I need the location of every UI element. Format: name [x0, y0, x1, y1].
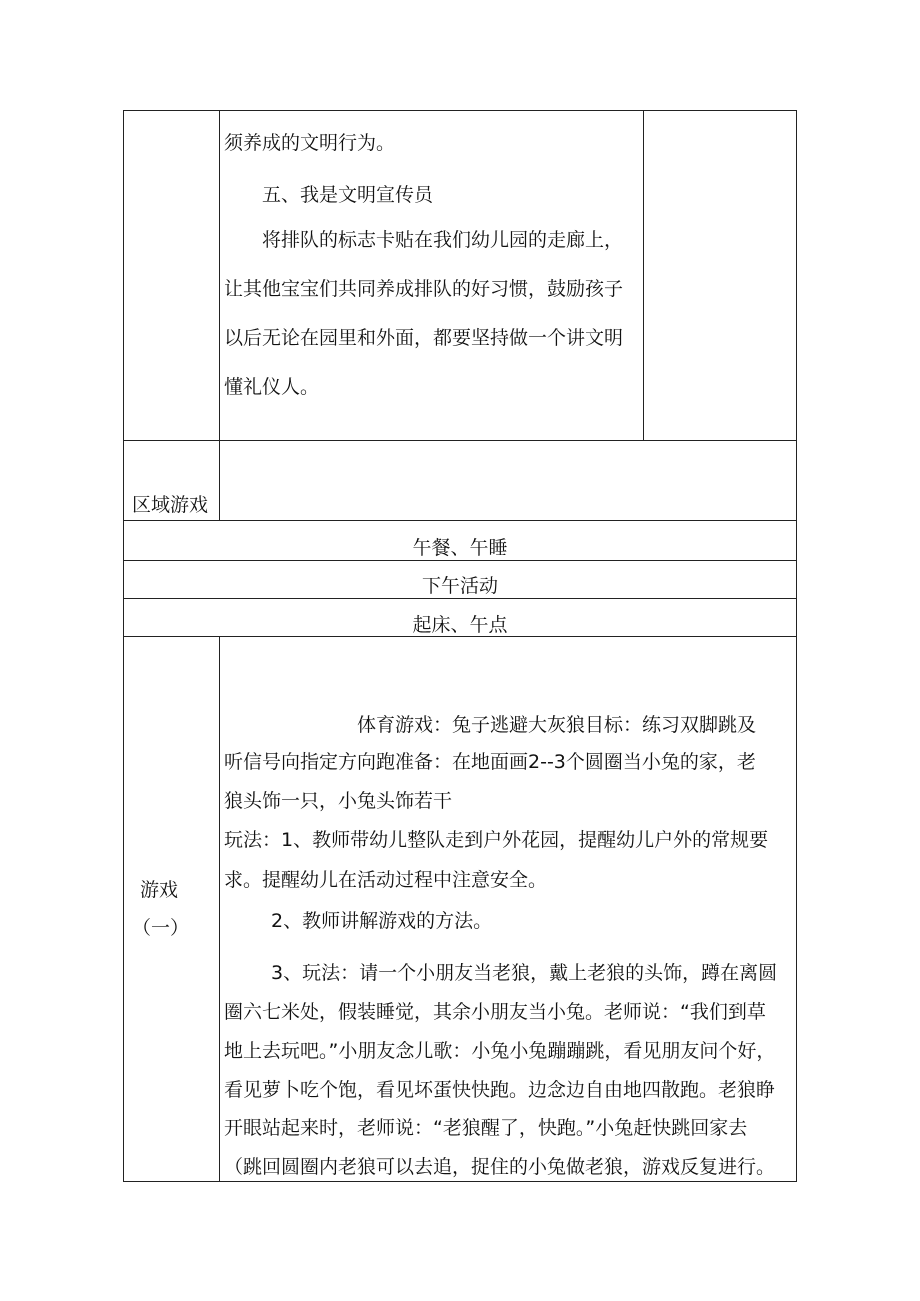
content-line: 以后无论在园里和外面，都要坚持做一个讲文明 — [224, 327, 624, 349]
table-border-right — [796, 110, 797, 1182]
content-line: 让其他宝宝们共同养成排队的好习惯，鼓励孩子 — [224, 278, 624, 300]
area-game-label: 区域游戏 — [132, 494, 209, 516]
game-content-line: 听信号向指定方向跑准备：在地面画2--3个圆圈当小兔的家，老 — [224, 751, 756, 773]
content-line: 将排队的标志卡贴在我们幼儿园的走廊上， — [262, 229, 624, 251]
col-divider-notes — [643, 110, 644, 440]
col-divider-label-game — [219, 636, 220, 1182]
wake-row-title: 起床、午点 — [412, 614, 508, 636]
game-content-line: 地上去玩吧。”小朋友念儿歌：小兔小兔蹦蹦跳，看见朋友问个好， — [224, 1040, 776, 1062]
game-content-line: 体育游戏：兔子逃避大灰狼目标：练习双脚跳及 — [357, 714, 757, 736]
row-divider-area-game — [123, 440, 797, 441]
game-content-line: 3、玩法：请一个小朋友当老狼，戴上老狼的头饰，蹲在离圆 — [271, 962, 778, 984]
game-content-line: 开眼站起来时，老师说：“老狼醒了，快跑。”小兔赶快跳回家去 — [224, 1117, 748, 1139]
table-border-top — [123, 110, 797, 111]
row-divider-lunch — [123, 520, 797, 521]
col-divider-label-top — [219, 110, 220, 520]
row-divider-afternoon — [123, 560, 797, 561]
content-heading: 五、我是文明宣传员 — [262, 184, 434, 206]
game-content-line: 求。提醒幼儿在活动过程中注意安全。 — [224, 869, 548, 891]
table-border-bottom — [123, 1181, 797, 1182]
game-content-line: 玩法：1、教师带幼儿整队走到户外花园，提醒幼儿户外的常规要 — [224, 829, 769, 851]
game-content-line: 狼头饰一只，小兔头饰若干 — [224, 790, 453, 812]
game-content-line: （跳回圆圈内老狼可以去追，捉住的小兔做老狼，游戏反复进行。 — [224, 1156, 776, 1178]
game-content-line: 2、教师讲解游戏的方法。 — [271, 910, 493, 932]
row-divider-wake — [123, 598, 797, 599]
game-label: 游戏 — [140, 879, 179, 901]
lunch-row-title: 午餐、午睡 — [412, 537, 508, 559]
content-line: 须养成的文明行为。 — [224, 132, 396, 154]
game-content-line: 圈六七米处，假装睡觉，其余小朋友当小兔。老师说：“我们到草 — [224, 1001, 766, 1023]
table-border-left — [123, 110, 124, 1182]
game-content-line: 看见萝卜吃个饱，看见坏蛋快快跑。边念边自由地四散跑。老狼睁 — [224, 1079, 776, 1101]
game-label-number: （一） — [132, 917, 190, 939]
afternoon-row-title: 下午活动 — [421, 575, 498, 597]
row-divider-game — [123, 636, 797, 637]
content-line: 懂礼仪人。 — [224, 376, 320, 398]
